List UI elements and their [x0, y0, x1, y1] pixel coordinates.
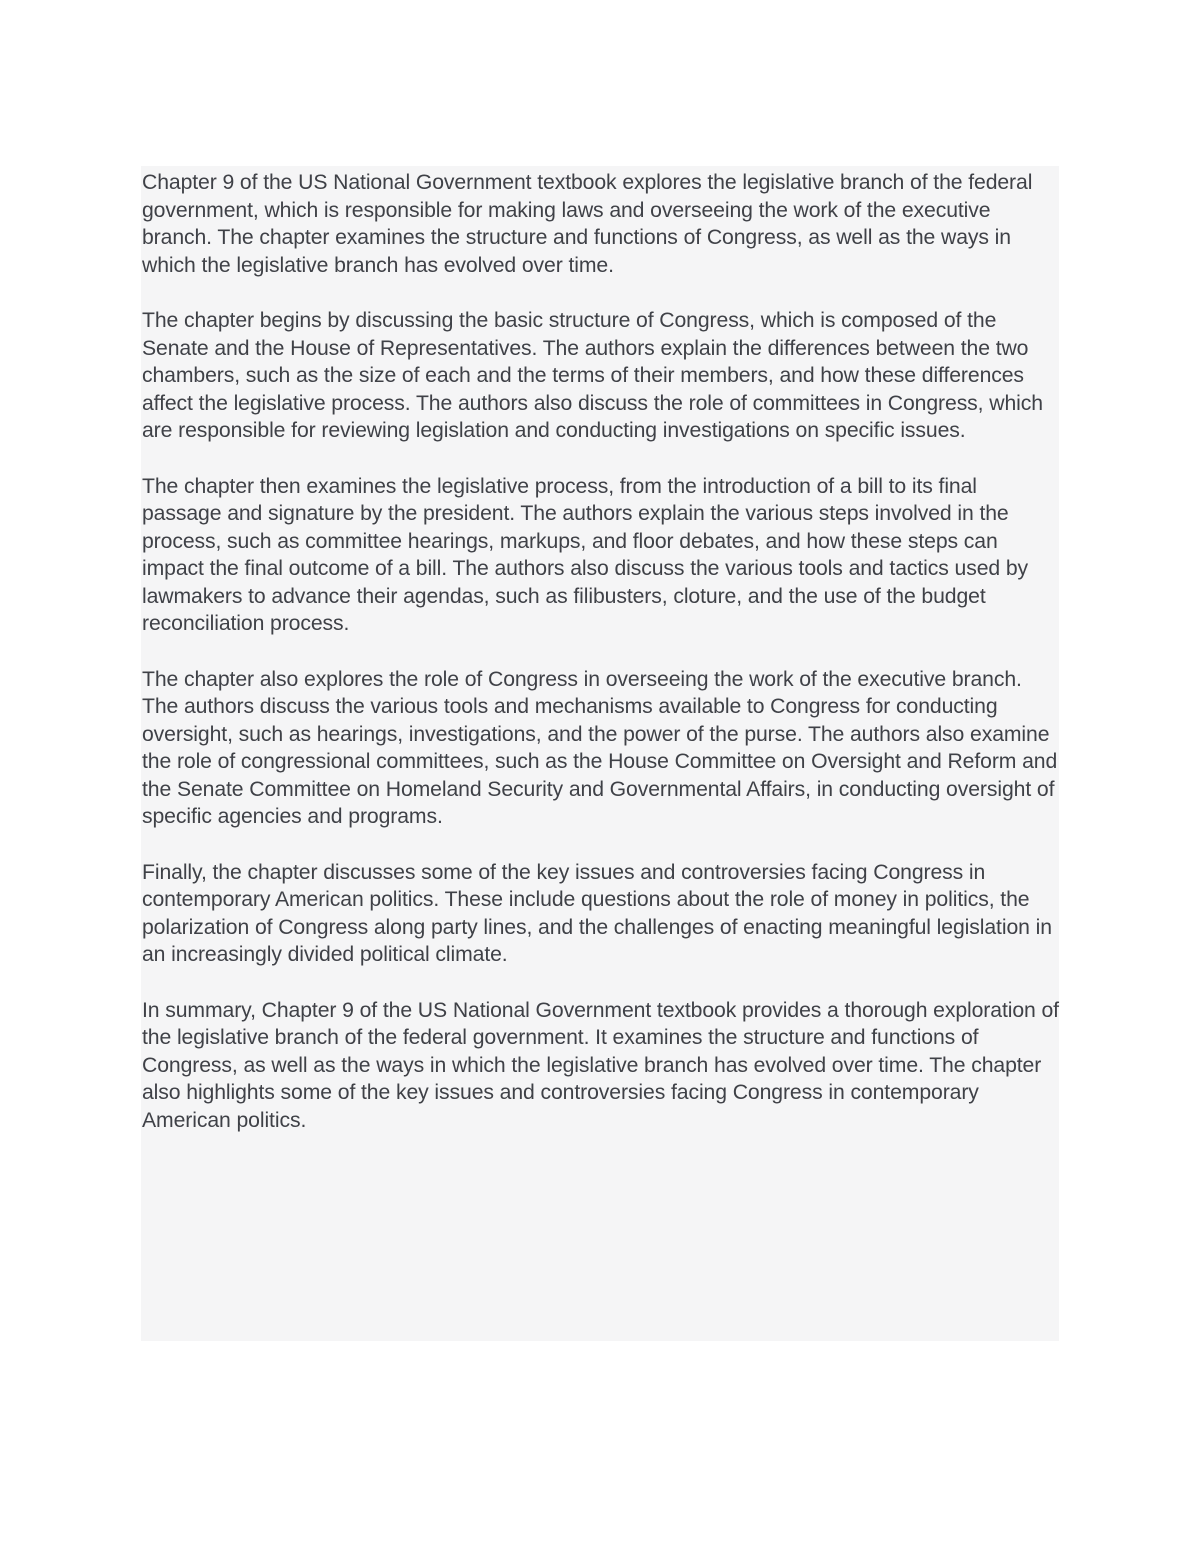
paragraph-oversight: The chapter also explores the role of Congress in overseeing the work of the executive branch. The authors discuss the various tools and mechanisms available to Congress for conducting oversight, such as hearings, investigations, and the power of the purse. The authors also examine the role of congressional committees, such as the House Committee on Oversight and Reform and the Senate Committee on Homeland Security and Governmental Affairs, in conducting oversight of specific agencies and programs.	[142, 667, 1058, 828]
paragraph-structure: The chapter begins by discussing the basic structure of Congress, which is composed of the Senate and the House of Representatives. The authors explain the differences between the two chambers, such as the size of each and the terms of their members, and how these differences affect the legislative process. The authors also discuss the role of committees in Congress, which are responsible for reviewing legislation and conducting investigations on specific issues.	[142, 309, 1043, 442]
paragraph-intro: Chapter 9 of the US National Government textbook explores the legislative branch of the federal government, which is responsible for making laws and overseeing the work of the executive branch. The chapter examines the structure and functions of Congress, as well as the ways in which the legislative branch has evolved over time.	[142, 171, 1033, 277]
paragraph-issues: Finally, the chapter discusses some of the key issues and controversies facing Congress in contemporary American politics. These include questions about the role of money in politics, the polarization of Congress along party lines, and the challenges of enacting meaningful legislation in an increasingly divided political climate.	[142, 860, 1052, 966]
paragraph-legislative-process: The chapter then examines the legislative process, from the introduction of a bill to its final passage and signature by the president. The authors explain the various steps involved in the process, such as committee hearings, markups, and floor debates, and how these steps can impact the final outcome of a bill. The authors also discuss the various tools and tactics used by lawmakers to advance their agendas, such as filibusters, cloture, and the use of the budget reconciliation process.	[142, 474, 1029, 635]
text-block	[141, 166, 1059, 1341]
paragraph-summary: In summary, Chapter 9 of the US National Government textbook provides a thorough exploration of the legislative branch of the federal government. It examines the structure and functions of Congress, as well as the ways in which the legislative branch has evolved over time. The chapter also highlights some of the key issues and controversies facing Congress in contemporary American politics.	[142, 998, 1059, 1132]
